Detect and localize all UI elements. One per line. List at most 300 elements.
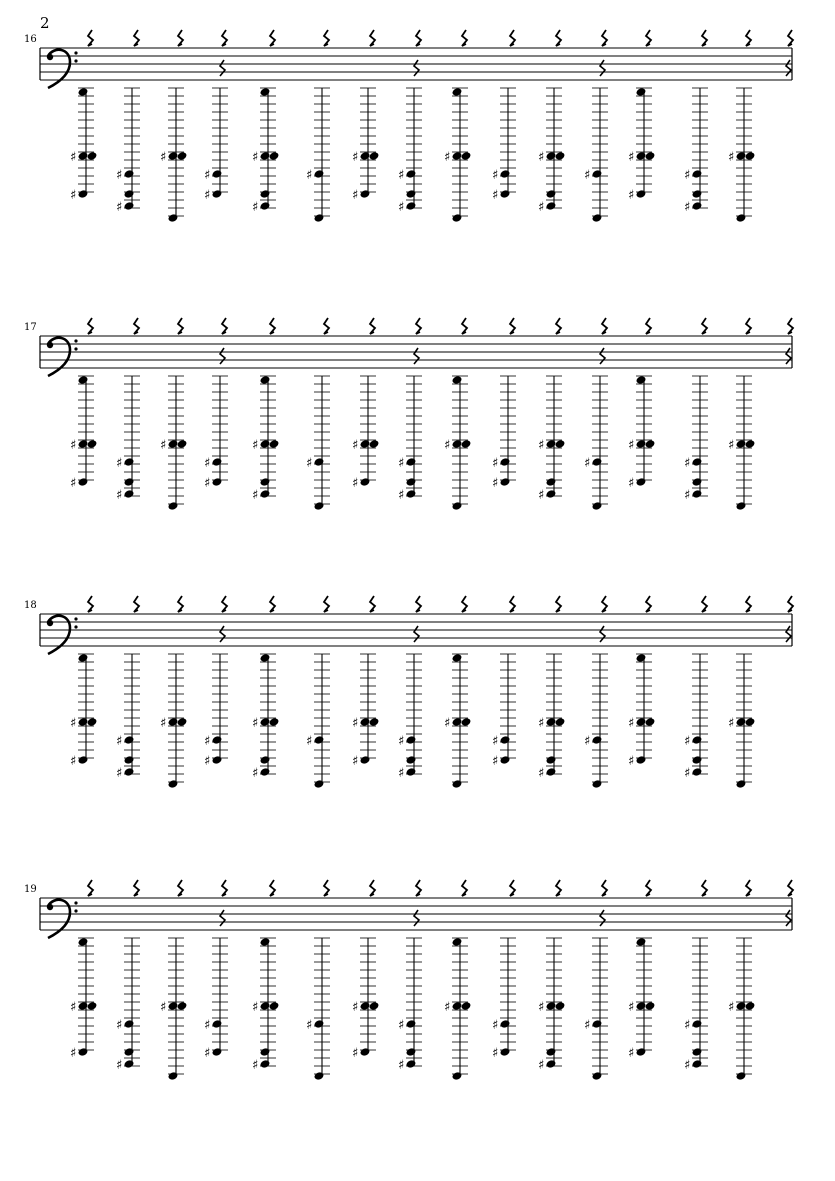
note-column <box>116 880 140 1073</box>
sharp-icon: ♯ <box>684 1018 691 1033</box>
sharp-icon: ♯ <box>628 476 635 491</box>
note-head <box>555 1001 566 1011</box>
note-head <box>745 151 756 161</box>
sharp-icon: ♯ <box>398 734 405 749</box>
sharp-icon: ♯ <box>684 200 691 215</box>
note-head <box>452 717 463 727</box>
staff-system <box>24 318 793 511</box>
note-head <box>452 1071 463 1081</box>
note-head <box>260 767 271 777</box>
quarter-rest-icon <box>746 596 751 612</box>
note-head <box>360 439 371 449</box>
note-head <box>260 375 271 385</box>
quarter-rest-icon <box>510 596 515 612</box>
note-head <box>314 169 325 179</box>
note-head <box>360 477 371 487</box>
note-head <box>314 1071 325 1081</box>
quarter-rest-icon <box>462 318 467 334</box>
note-head <box>546 189 557 199</box>
quarter-rest-icon <box>416 318 421 334</box>
note-head <box>692 169 703 179</box>
staff-system <box>24 30 793 223</box>
note-column <box>306 596 330 789</box>
sharp-icon: ♯ <box>584 1018 591 1033</box>
quarter-rest-icon <box>746 30 751 46</box>
note-head <box>636 1047 647 1057</box>
note-head <box>168 779 179 789</box>
note-head <box>645 717 656 727</box>
note-column <box>306 30 330 223</box>
note-head <box>452 653 463 663</box>
sharp-icon: ♯ <box>628 438 635 453</box>
note-head <box>260 87 271 97</box>
note-head <box>546 767 557 777</box>
sharp-icon: ♯ <box>538 438 545 453</box>
note-head <box>452 779 463 789</box>
note-head <box>500 1047 511 1057</box>
sharp-icon: ♯ <box>684 488 691 503</box>
sharp-icon: ♯ <box>70 1046 77 1061</box>
note-head <box>78 151 89 161</box>
note-head <box>260 1059 271 1069</box>
note-head <box>87 1001 98 1011</box>
measure-number: 16 <box>24 34 37 45</box>
sharp-icon: ♯ <box>306 168 313 183</box>
sharp-icon: ♯ <box>398 168 405 183</box>
note-head <box>692 489 703 499</box>
note-head <box>87 439 98 449</box>
quarter-rest-icon <box>88 596 93 612</box>
note-head <box>555 151 566 161</box>
sharp-icon: ♯ <box>306 456 313 471</box>
note-head <box>546 201 557 211</box>
note-column <box>684 318 708 503</box>
quarter-rest-icon <box>220 60 225 76</box>
note-head <box>406 1019 417 1029</box>
quarter-rest-icon <box>786 348 791 364</box>
quarter-rest-icon <box>222 596 227 612</box>
note-head <box>452 87 463 97</box>
sharp-icon: ♯ <box>684 456 691 471</box>
sharp-icon: ♯ <box>70 1000 77 1015</box>
note-head <box>636 717 647 727</box>
note-head <box>745 717 756 727</box>
note-head <box>78 375 89 385</box>
note-head <box>260 717 271 727</box>
note-head <box>546 439 557 449</box>
note-head <box>452 375 463 385</box>
note-column <box>160 880 187 1081</box>
sharp-icon: ♯ <box>398 200 405 215</box>
note-head <box>406 169 417 179</box>
quarter-rest-icon <box>324 318 329 334</box>
quarter-rest-icon <box>510 30 515 46</box>
sharp-icon: ♯ <box>306 1018 313 1033</box>
sharp-icon: ♯ <box>70 188 77 203</box>
note-head <box>406 767 417 777</box>
sharp-icon: ♯ <box>116 734 123 749</box>
note-column <box>538 880 565 1073</box>
quarter-rest-icon <box>270 596 275 612</box>
note-head <box>168 501 179 511</box>
sharp-icon: ♯ <box>204 734 211 749</box>
note-head <box>461 717 472 727</box>
sharp-icon: ♯ <box>684 1058 691 1073</box>
note-head <box>168 1071 179 1081</box>
note-head <box>314 457 325 467</box>
note-head <box>461 151 472 161</box>
note-head <box>500 735 511 745</box>
note-head <box>745 1001 756 1011</box>
sharp-icon: ♯ <box>160 1000 167 1015</box>
note-head <box>124 457 135 467</box>
note-head <box>692 477 703 487</box>
sharp-icon: ♯ <box>398 1018 405 1033</box>
note-head <box>546 489 557 499</box>
sharp-icon: ♯ <box>728 716 735 731</box>
note-head <box>406 735 417 745</box>
quarter-rest-icon <box>324 30 329 46</box>
note-head <box>736 213 747 223</box>
measure-number: 17 <box>24 322 37 333</box>
note-column <box>160 596 187 789</box>
note-column <box>538 30 565 215</box>
note-head <box>592 213 603 223</box>
note-head <box>692 201 703 211</box>
sharp-icon: ♯ <box>252 766 259 781</box>
sharp-icon: ♯ <box>116 1018 123 1033</box>
quarter-rest-icon <box>602 880 607 896</box>
sharp-icon: ♯ <box>252 200 259 215</box>
sharp-icon: ♯ <box>492 456 499 471</box>
sharp-icon: ♯ <box>538 716 545 731</box>
note-head <box>592 169 603 179</box>
measure-number: 19 <box>24 884 37 895</box>
note-head <box>168 151 179 161</box>
sharp-icon: ♯ <box>398 766 405 781</box>
sharp-icon: ♯ <box>252 716 259 731</box>
note-head <box>78 653 89 663</box>
note-head <box>78 937 89 947</box>
note-head <box>260 201 271 211</box>
note-head <box>360 151 371 161</box>
note-head <box>592 1071 603 1081</box>
sharp-icon: ♯ <box>684 168 691 183</box>
quarter-rest-icon <box>370 318 375 334</box>
quarter-rest-icon <box>702 30 707 46</box>
note-head <box>500 755 511 765</box>
sharp-icon: ♯ <box>204 168 211 183</box>
note-column <box>252 30 279 215</box>
quarter-rest-icon <box>370 880 375 896</box>
note-head <box>406 1059 417 1069</box>
sharp-icon: ♯ <box>444 1000 451 1015</box>
quarter-rest-icon <box>414 60 419 76</box>
note-column <box>116 318 140 503</box>
note-head <box>745 439 756 449</box>
note-head <box>546 717 557 727</box>
note-column <box>492 880 516 1061</box>
quarter-rest-icon <box>600 910 605 926</box>
note-head <box>260 653 271 663</box>
quarter-rest-icon <box>602 318 607 334</box>
sharp-icon: ♯ <box>492 1018 499 1033</box>
note-column <box>306 880 330 1081</box>
note-head <box>736 1071 747 1081</box>
note-head <box>636 477 647 487</box>
note-head <box>406 457 417 467</box>
note-head <box>314 779 325 789</box>
sharp-icon: ♯ <box>684 766 691 781</box>
note-column <box>252 880 279 1073</box>
quarter-rest-icon <box>88 318 93 334</box>
sharp-icon: ♯ <box>160 150 167 165</box>
quarter-rest-icon <box>786 910 791 926</box>
note-head <box>124 1047 135 1057</box>
note-head <box>452 1001 463 1011</box>
sharp-icon: ♯ <box>492 734 499 749</box>
sharp-icon: ♯ <box>352 1000 359 1015</box>
note-head <box>692 735 703 745</box>
note-head <box>314 213 325 223</box>
sharp-icon: ♯ <box>70 438 77 453</box>
note-head <box>692 1047 703 1057</box>
quarter-rest-icon <box>602 596 607 612</box>
note-column <box>684 30 708 215</box>
note-head <box>360 717 371 727</box>
quarter-rest-icon <box>646 318 651 334</box>
quarter-rest-icon <box>786 60 791 76</box>
note-head <box>168 213 179 223</box>
note-head <box>736 1001 747 1011</box>
quarter-rest-icon <box>222 30 227 46</box>
quarter-rest-icon <box>134 318 139 334</box>
note-column <box>444 30 471 223</box>
note-column <box>252 318 279 503</box>
sharp-icon: ♯ <box>70 754 77 769</box>
bass-clef-icon <box>47 900 78 938</box>
note-head <box>260 1001 271 1011</box>
sharp-icon: ♯ <box>204 188 211 203</box>
note-head <box>636 439 647 449</box>
quarter-rest-icon <box>220 626 225 642</box>
note-head <box>692 189 703 199</box>
note-head <box>736 501 747 511</box>
quarter-rest-icon <box>746 318 751 334</box>
sharp-icon: ♯ <box>538 1000 545 1015</box>
quarter-rest-icon <box>134 596 139 612</box>
quarter-rest-icon <box>746 880 751 896</box>
quarter-rest-icon <box>370 30 375 46</box>
note-column <box>116 30 140 215</box>
quarter-rest-icon <box>414 348 419 364</box>
sharp-icon: ♯ <box>252 1000 259 1015</box>
note-head <box>692 755 703 765</box>
quarter-rest-icon <box>646 30 651 46</box>
note-head <box>592 501 603 511</box>
sharp-icon: ♯ <box>116 766 123 781</box>
quarter-rest-icon <box>178 596 183 612</box>
note-head <box>636 151 647 161</box>
sharp-icon: ♯ <box>728 150 735 165</box>
note-column <box>728 318 755 511</box>
note-head <box>260 937 271 947</box>
note-column <box>584 30 608 223</box>
note-head <box>78 1047 89 1057</box>
sharp-icon: ♯ <box>398 456 405 471</box>
sharp-icon: ♯ <box>444 150 451 165</box>
page-number: 2 <box>40 14 50 32</box>
sharp-icon: ♯ <box>628 716 635 731</box>
note-head <box>500 1019 511 1029</box>
note-head <box>212 477 223 487</box>
quarter-rest-icon <box>702 880 707 896</box>
quarter-rest-icon <box>788 318 793 334</box>
note-head <box>260 489 271 499</box>
note-head <box>360 1047 371 1057</box>
note-head <box>736 151 747 161</box>
note-head <box>369 717 380 727</box>
note-column <box>398 318 422 503</box>
note-column <box>160 318 187 511</box>
note-head <box>168 439 179 449</box>
sharp-icon: ♯ <box>728 1000 735 1015</box>
note-head <box>260 189 271 199</box>
note-head <box>736 717 747 727</box>
note-head <box>269 151 280 161</box>
note-head <box>645 1001 656 1011</box>
sharp-icon: ♯ <box>70 150 77 165</box>
note-head <box>645 151 656 161</box>
sharp-icon: ♯ <box>160 716 167 731</box>
quarter-rest-icon <box>462 596 467 612</box>
quarter-rest-icon <box>702 596 707 612</box>
note-head <box>260 151 271 161</box>
note-column <box>70 880 97 1061</box>
sharp-icon: ♯ <box>492 754 499 769</box>
quarter-rest-icon <box>788 30 793 46</box>
sharp-icon: ♯ <box>628 150 635 165</box>
sharp-icon: ♯ <box>352 1046 359 1061</box>
note-head <box>124 489 135 499</box>
quarter-rest-icon <box>602 30 607 46</box>
sharp-icon: ♯ <box>444 438 451 453</box>
sharp-icon: ♯ <box>352 150 359 165</box>
note-column <box>252 596 279 781</box>
quarter-rest-icon <box>178 880 183 896</box>
note-head <box>314 1019 325 1029</box>
note-head <box>645 439 656 449</box>
quarter-rest-icon <box>134 880 139 896</box>
note-head <box>592 457 603 467</box>
note-head <box>314 501 325 511</box>
note-head <box>177 439 188 449</box>
note-head <box>692 1019 703 1029</box>
note-head <box>124 169 135 179</box>
note-head <box>592 779 603 789</box>
sharp-icon: ♯ <box>116 456 123 471</box>
quarter-rest-icon <box>324 596 329 612</box>
note-head <box>78 717 89 727</box>
quarter-rest-icon <box>270 30 275 46</box>
note-head <box>78 87 89 97</box>
note-head <box>592 1019 603 1029</box>
note-head <box>406 755 417 765</box>
note-head <box>124 201 135 211</box>
sharp-icon: ♯ <box>306 734 313 749</box>
note-head <box>168 1001 179 1011</box>
note-head <box>260 477 271 487</box>
quarter-rest-icon <box>324 880 329 896</box>
quarter-rest-icon <box>462 880 467 896</box>
note-head <box>406 477 417 487</box>
note-head <box>212 457 223 467</box>
note-head <box>269 439 280 449</box>
note-head <box>124 767 135 777</box>
quarter-rest-icon <box>702 318 707 334</box>
note-head <box>636 755 647 765</box>
note-head <box>212 169 223 179</box>
quarter-rest-icon <box>222 318 227 334</box>
sharp-icon: ♯ <box>492 476 499 491</box>
note-head <box>212 1019 223 1029</box>
note-head <box>360 1001 371 1011</box>
note-column <box>444 880 471 1081</box>
sharp-icon: ♯ <box>538 766 545 781</box>
sharp-icon: ♯ <box>252 488 259 503</box>
quarter-rest-icon <box>222 880 227 896</box>
sharp-icon: ♯ <box>160 438 167 453</box>
note-head <box>260 1047 271 1057</box>
staff-system <box>24 880 793 1081</box>
quarter-rest-icon <box>556 318 561 334</box>
quarter-rest-icon <box>510 318 515 334</box>
note-head <box>78 189 89 199</box>
note-head <box>177 717 188 727</box>
sharp-icon: ♯ <box>204 476 211 491</box>
note-head <box>124 1019 135 1029</box>
note-head <box>546 151 557 161</box>
note-column <box>116 596 140 781</box>
note-head <box>546 1059 557 1069</box>
note-column <box>204 880 228 1061</box>
note-head <box>636 653 647 663</box>
note-column <box>684 596 708 781</box>
note-head <box>212 189 223 199</box>
sharp-icon: ♯ <box>204 456 211 471</box>
sharp-icon: ♯ <box>352 188 359 203</box>
sharp-icon: ♯ <box>352 716 359 731</box>
note-head <box>406 201 417 211</box>
note-head <box>212 1047 223 1057</box>
note-head <box>461 1001 472 1011</box>
measure-number: 18 <box>24 600 37 611</box>
note-head <box>736 439 747 449</box>
quarter-rest-icon <box>270 880 275 896</box>
quarter-rest-icon <box>556 596 561 612</box>
note-head <box>406 1047 417 1057</box>
note-head <box>452 151 463 161</box>
note-column <box>444 596 471 789</box>
quarter-rest-icon <box>370 596 375 612</box>
note-column <box>684 880 708 1073</box>
sharp-icon: ♯ <box>398 1058 405 1073</box>
note-column <box>584 880 608 1081</box>
sharp-icon: ♯ <box>204 1046 211 1061</box>
note-head <box>177 1001 188 1011</box>
note-head <box>360 755 371 765</box>
quarter-rest-icon <box>788 596 793 612</box>
